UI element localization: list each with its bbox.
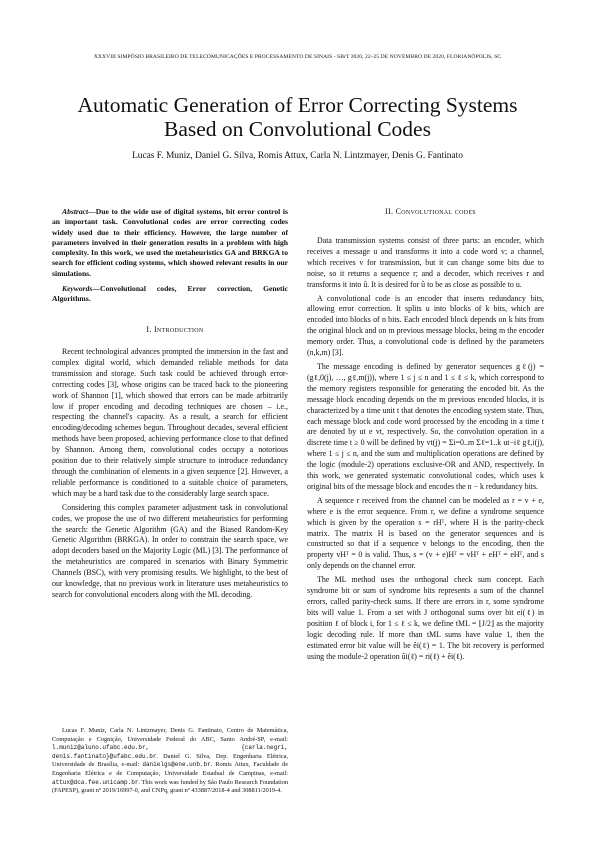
keywords xyxy=(52,284,288,305)
footnote-email-unb: danielgs@ene.unb.br xyxy=(142,761,211,769)
footnote-email-unicamp: attux@dca.fee.unicamp.br xyxy=(52,778,139,786)
section-heading-introduction: I. Introduction xyxy=(146,325,204,334)
footnote-email-ufabc: l.muniz@aluno.ufabc.edu.br, {carla.negri, denis.fantinato}@ufabc.edu.br xyxy=(52,744,288,760)
left-column xyxy=(52,207,288,308)
cc-paragraph-1: Data transmission systems consist of three parts: an encoder, which receives a message u and transforms it into a code word v; a channel, which receives v for transmission, but it can change some bits due to noise, so it returns a sequence r; and a decoder, which receives r and transforms it into û. It is desired for û to be as close as possible to u. xyxy=(307,236,544,289)
right-column-body xyxy=(307,236,544,665)
cc-paragraph-3: The message encoding is defined by generator sequences gℓ(j) = (gℓ,0(j), …, gℓ,m(j)), where 1 ≤ j ≤ n and 1 ≤ ℓ ≤ k, which correspond to the memory registers responsible for generating the encoded bit. As the message block encoding depends on the m previous encoded blocks, it is characterized by a time unit t that denotes the encoding system state. Thus, each message block and code word processed by the encoding in a time t are denoted by ut e vt, respectively. So, the convolution operation in a discrete time t ≥ 0 will be defined by vt(j) = Σi=0..m Σℓ=1..k ut−iℓ gℓ,i(j), where 1 ≤ j ≤ n, and the sum and multiplication operations are defined by the logic (module-2) operations exclusive-OR and AND, respectively. In this work, we generated systematic convolutional codes, which uses k original bits of the message block and encodes the n − k redundancy bits. xyxy=(307,361,544,491)
section-1-heading-wrap xyxy=(52,325,288,339)
abstract-text: Due to the wide use of digital systems, bit error control is an important task. Convolutional codes are error correcting codes widely used due to their efficiency. However, the large number of parameters involved in their generation results in a problem with high complexity. In this work, we used the metaheuristics GA and BRKGA to search for efficient coding systems, which showed relevant results in our simulations. xyxy=(52,207,288,278)
cc-paragraph-2: A convolutional code is an encoder that inserts redundancy bits, allowing error correction. It splits u into blocks of k bits, which are encoded into blocks of n bits. Each encoded block depends on k bits from the original block and on m previous message blocks, being m the encoder memory order. Thus, a convolutional code is defined by the parameters (n,k,m) [3]. xyxy=(307,293,544,358)
abstract-label: Abstract— xyxy=(62,207,96,216)
cc-paragraph-5: The ML method uses the orthogonal check sum concept. Each syndrome bit or sum of syndrome bits represents a sum of the channel errors, called parity-check sums. If there are errors in r, some syndrome bits will value 1. From a set with J orthogonal sums over bit ei(ℓ) in position ℓ of block i, for 1 ≤ ℓ ≤ k, we define tML = ⌊J/2⌋ as the majority logic decoding rule. If more than tML sums have value 1, then the estimated error bit value will be êi(ℓ) = 1. The bit recovery is performed using the module-2 operation ûi(ℓ) = ri(ℓ) + êi(ℓ). xyxy=(307,575,544,661)
intro-paragraph-2: Considering this complex parameter adjustment task in convolutional codes, we propose the use of two different metaheuristics for performing the search: the Genetic Algorithm (GA) and the Biased Random-Key Genetic Algorithm (BRKGA). In order to constrain the search space, we adopt decoders based on the Majority Logic (ML) [3]. The performance of the metaheuristics are compared in scenarios with Binary Symmetric Channels (BSC), with very promising results. We highlight, to the best of our knowledge, that no previous work in literature uses metaheuristics to search for convolutional encoders along with the ML decoding. xyxy=(52,502,288,599)
cc-paragraph-4: A sequence r received from the channel can be modeled as r = v + e, where e is the error sequence. From r, we define a syndrome sequence which is given by the operation s = rHᵀ, where H is the parity-check matrix. The matrix H is based on the generator sequences and is constructed so that if a sequence v belongs to the encoding, then the property vHᵀ = 0 is valid. Thus, s = (v + e)Hᵀ = vHᵀ + eHᵀ = eHᵀ, and s only depends on the channel error. xyxy=(307,495,544,571)
paper-title xyxy=(0,93,595,141)
affiliation-footnote: Lucas F. Muniz, Carla N. Lintzmayer, Denis G. Fantinato, Centro de Matemática, Computação e Cognição, Universidade Federal do ABC, Santo André-SP, e-mail: l.muniz@aluno.ufabc.edu.br, {carla.negri, denis.fantinato}@ufabc.edu.br. Daniel G. Silva, Dep. Engenharia Elétrica, Universidade de Brasília, e-mail: danielgs@ene.unb.br. Romis Attux, Faculdade de Engenharia Elétrica e de Computação, Universidade Estadual de Campinas, e-mail: attux@dca.fee.unicamp.br. This work was funded by São Paulo Research Foundation (FAPESP), grant nº 2019/16997-0, and CNPq, grant nº 433887/2018-4 and 308811/2019-4. xyxy=(52,727,288,795)
section-heading-convolutional-codes: II. Convolutional codes xyxy=(385,207,476,216)
author-list: Lucas F. Muniz, Daniel G. Silva, Romis Attux, Carla N. Lintzmayer, Denis G. Fantinato xyxy=(132,151,463,161)
section-2-heading-wrap xyxy=(307,207,544,221)
running-header: XXXVIII SIMPÓSIO BRASILEIRO DE TELECOMUNICAÇÕES E PROCESSAMENTO DE SINAIS - SBrT 2020, 22–25 DE NOVEMBRO DE 2020, FLORIANÓPOLIS, SC xyxy=(93,54,502,60)
footnote xyxy=(52,727,288,799)
keywords-text: Convolutional codes, Error correction, Genetic Algorithms. xyxy=(52,284,288,304)
keywords-label: Keywords— xyxy=(62,284,100,294)
title-line-2: Based on Convolutional Codes xyxy=(164,117,431,141)
abstract xyxy=(52,207,288,279)
intro-paragraph-1: Recent technological advances prompted the immersion in the fast and complex digital world, which demanded reliable methods for data transmission and storage. Such task could be achieved through error-correcting codes [3], whose origins can be traced back to the pioneering work of Shannon [1], which showed that errors can be made arbitrarily low if proper encoding and decoding techniques are chosen – i.e., respecting the channel's capacity. As a result, a search for efficient encoding/decoding schemes begun. Throughout decades, several efficient methods have been proposed, achieving performance close to that defined by Shannon. Among them, convolutional codes occupy a notorious position due to their relatively simple structure to introduce redundancy through the combination of elements in a given sequence [2]. However, a reliable performance is conditioned to a suitable choice of parameters, which may be a hard task due to the considerably large search space. xyxy=(52,347,288,498)
introduction-body xyxy=(52,347,288,604)
title-line-1: Automatic Generation of Error Correcting Systems xyxy=(77,93,518,117)
